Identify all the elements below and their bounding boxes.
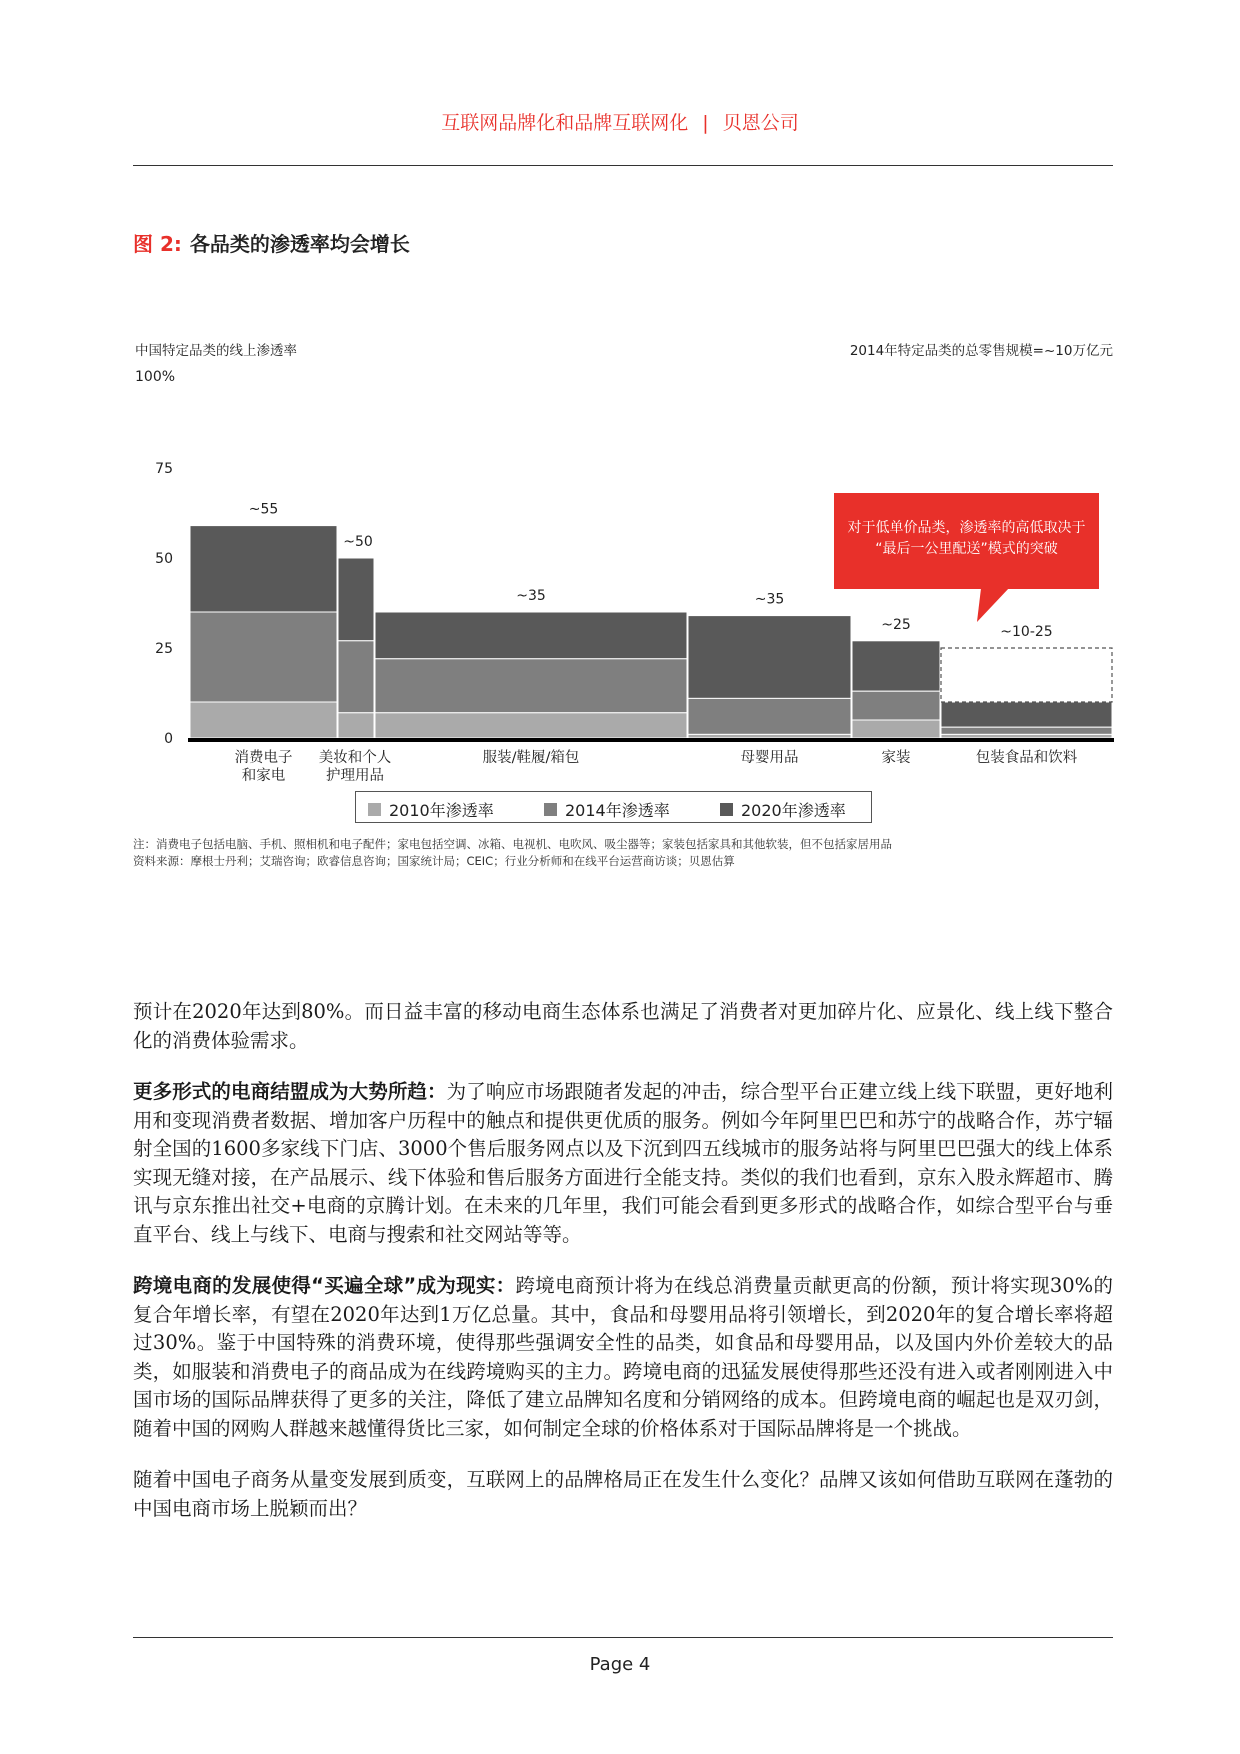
category-label: 和家电 [241,768,286,784]
category-label: 母婴用品 [740,750,799,766]
legend-label-2010: 2010年渗透率 [389,801,494,820]
y-tick-label: 50 [155,551,173,567]
category-label: 护理用品 [326,768,384,784]
chart-legend [355,791,872,823]
figure-label: 图 2 [133,232,174,256]
footer-rule [133,1637,1113,1638]
bar-2020 [338,558,374,641]
bar-2014 [941,727,1112,734]
legend-label-2014: 2014年渗透率 [565,801,670,820]
bar-2020-range [941,648,1112,702]
y-axis-title: 中国特定品类的线上渗透率 [135,343,297,359]
bar-2014 [852,691,940,720]
paragraph-2-text: 为了响应市场跟随者发起的冲击，综合型平台正建立线上线下联盟，更好地利用和变现消费者数据、增加客户历程中的触点和提供更优质的服务。例如今年阿里巴巴和苏宁的战略合作，苏宁辐射全国的1600多家线下门店、3000个售后服务网点以及下沉到四五线城市的服务站将与阿里巴巴强大的线上体系实现无缝对接，在产品展示、线下体验和售后服务方面进行全能支持。类似的我们也看到，京东入股永辉超市、腾讯与京东推出社交+电商的京腾计划。在未来的几年里，我们可能会看到更多形式的战略合作，如综合型平台与垂直平台、线上与线下、电商与搜索和社交网站等等。 [133,1080,1113,1246]
bar-top-label: ~35 [516,588,546,604]
bar-2010 [941,734,1112,738]
bar-top-label: ~35 [754,591,785,608]
bar-2020 [941,702,1112,727]
y-tick-label: 25 [155,641,173,657]
paragraph-2 [133,1078,1113,1249]
bar-top-label: ~10-25 [1000,624,1053,640]
bar-2010 [190,702,337,738]
bar-2020 [375,612,687,659]
y-tick-label: 75 [155,461,173,477]
legend-swatch-2014 [544,803,557,816]
bar-2010 [688,734,851,738]
legend-item-2014 [544,798,670,821]
bar-2010 [375,713,687,738]
legend-swatch-2010 [368,803,381,816]
bar-2010 [338,713,374,738]
category-label: 美妆和个人 [318,750,392,766]
bar-2020 [688,616,851,699]
body-text [133,998,1113,1546]
chart-source: 资料来源：摩根士丹利；艾瑞咨询；欧睿信息咨询；国家统计局；CEIC；行业分析师和在线平台运营商访谈；贝恩估算 [133,854,735,868]
callout-box [834,493,1099,589]
legend-label-2020: 2020年渗透率 [741,801,846,820]
callout-line-2: “最后一公里配送”模式的突破 [875,541,1058,557]
page-number: Page 4 [589,1654,651,1675]
figure-title-text: 各品类的渗透率均会增长 [189,232,410,256]
paragraph-3 [133,1272,1113,1443]
y-tick-label: 0 [164,731,173,747]
category-label: 服装/鞋履/箱包 [482,750,580,766]
bar-2014 [688,698,851,734]
bar-2014 [338,641,374,713]
chart-note: 注：消费电子包括电脑、手机、照相机和电子配件；家电包括空调、冰箱、电视机、电吹风、吸尘器等；家装包括家具和其他软装，但不包括家居用品 [133,837,892,851]
bar-2020 [852,641,940,691]
market-size-note: 2014年特定品类的总零售规模=~10万亿元 [849,343,1113,359]
bar-top-label: ~25 [881,616,911,633]
paragraph-1: 预计在2020年达到80%。而日益丰富的移动电商生态体系也满足了消费者对更加碎片化、应景化、线上线下整合化的消费体验需求。 [133,1000,1113,1052]
bar-top-label: ~50 [343,534,373,550]
bar-2010 [852,720,940,738]
category-label: 消费电子 [234,750,293,766]
legend-item-2020 [720,798,846,821]
header-report-title: 互联网品牌化和品牌互联网化 [441,112,689,134]
bar-2014 [375,659,687,713]
category-label: 包装食品和饮料 [975,750,1078,766]
category-label: 家装 [881,750,911,766]
paragraph-3-lead: 跨境电商的发展使得“买遍全球”成为现实： [133,1274,516,1297]
header-company: 贝恩公司 [722,112,799,134]
bar-2020 [190,526,337,612]
bar-top-label: ~55 [248,501,279,518]
callout-line-1: 对于低单价品类，渗透率的高低取决于 [847,520,1086,536]
paragraph-2-lead: 更多形式的电商结盟成为大势所趋： [133,1080,447,1103]
legend-item-2010 [368,798,494,821]
bar-2014 [190,612,337,702]
figure-colon: : [173,232,182,256]
y-tick-label: 100% [135,369,176,385]
paragraph-4: 随着中国电子商务从量变发展到质变，互联网上的品牌格局正在发生什么变化？品牌又该如何借助互联网在蓬勃的中国电商市场上脱颖而出？ [133,1468,1113,1520]
legend-swatch-2020 [720,803,733,816]
header-separator: | [702,112,709,134]
paragraph-3-text: 跨境电商预计将为在线总消费量贡献更高的份额，预计将实现30%的复合年增长率，有望在2020年达到1万亿总量。其中，食品和母婴用品将引领增长，到2020年的复合增长率将超过30%。鉴于中国特殊的消费环境，使得那些强调安全性的品类，如食品和母婴用品，以及国内外价差较大的品类，如服装和消费电子的商品成为在线跨境购买的主力。跨境电商的迅猛发展使得那些还没有进入或者刚刚进入中国市场的国际品牌获得了更多的关注，降低了建立品牌知名度和分销网络的成本。但跨境电商的崛起也是双刃剑，随着中国的网购人群越来越懂得货比三家，如何制定全球的价格体系对于国际品牌将是一个挑战。 [133,1274,1114,1440]
